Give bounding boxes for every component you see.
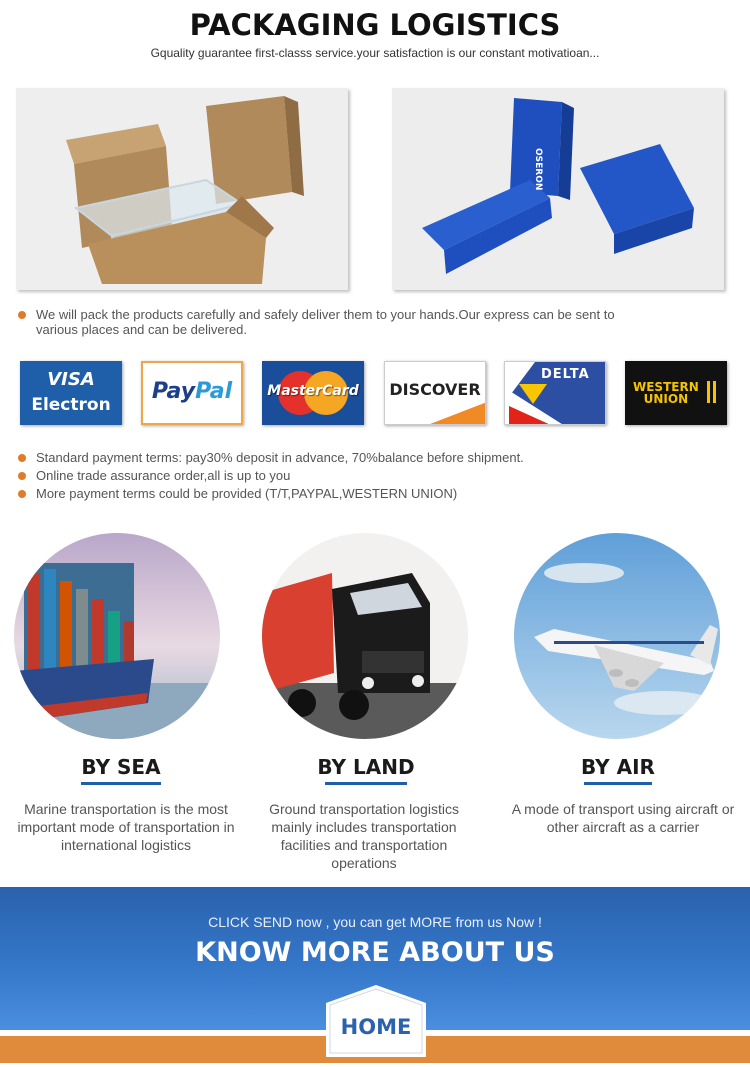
discover-logo xyxy=(384,361,486,425)
paypal-text: PayPal xyxy=(151,379,233,404)
heading-underline xyxy=(81,782,161,785)
sea-cargo-ship-image xyxy=(14,533,220,739)
bullet-dot xyxy=(18,311,26,319)
air-airplane-image xyxy=(514,533,720,739)
heading-underline xyxy=(584,782,652,785)
oseron-boxes-photo xyxy=(392,88,724,290)
electron-text: Electron xyxy=(31,395,111,415)
mastercard-text: MasterCard xyxy=(267,383,359,399)
banner-cta-text: CLICK SEND now , you can get MORE from us Now ! xyxy=(208,914,542,930)
by-sea-heading: BY SEA xyxy=(0,755,246,785)
heading-underline xyxy=(325,782,407,785)
by-air-description: A mode of transport using aircraft or other aircraft as a carrier xyxy=(511,801,735,835)
land-truck-image xyxy=(262,533,468,739)
home-button[interactable] xyxy=(326,985,426,1057)
delta-text: DELTA xyxy=(541,367,590,382)
product-brand-label: OSERON xyxy=(533,148,543,191)
packaging-note xyxy=(18,307,628,337)
bullet-dot xyxy=(18,472,26,480)
by-land-description: Ground transportation logistics mainly includes transportation facilities and transportation operations xyxy=(269,801,459,871)
delta-logo xyxy=(504,361,606,425)
visa-text: VISA xyxy=(47,369,95,390)
home-button-label: HOME xyxy=(340,1015,412,1039)
kraft-boxes-photo xyxy=(16,88,348,290)
bullet-dot xyxy=(18,454,26,462)
page-title: PACKAGING LOGISTICS xyxy=(189,8,561,42)
western-union-text: WESTERN UNION xyxy=(633,380,699,406)
page-subtitle: Gquality guarantee first-classs service.your satisfaction is our constant motivatioan... xyxy=(150,46,600,60)
visa-electron-logo xyxy=(20,361,122,425)
payment-term-item: Online trade assurance order,all is up to you xyxy=(18,468,290,483)
know-more-about-us-heading[interactable]: KNOW MORE ABOUT US xyxy=(195,937,555,968)
by-air-heading: BY AIR xyxy=(493,755,743,785)
bullet-dot xyxy=(18,490,26,498)
by-land-heading: BY LAND xyxy=(241,755,491,785)
packaging-note-text: We will pack the products carefully and safely deliver them to your hands.Our express can be sent to various places and can be delivered. xyxy=(36,307,615,337)
western-union-logo xyxy=(625,361,727,425)
payment-term-item: Standard payment terms: pay30% deposit in advance, 70%balance before shipment. xyxy=(18,450,524,465)
mastercard-logo xyxy=(262,361,364,425)
payment-term-item: More payment terms could be provided (T/T,PAYPAL,WESTERN UNION) xyxy=(18,486,457,501)
discover-text: DISCOVER xyxy=(389,380,481,399)
by-sea-description: Marine transportation is the most important mode of transportation in international logistics xyxy=(17,801,235,853)
paypal-logo xyxy=(141,361,243,425)
